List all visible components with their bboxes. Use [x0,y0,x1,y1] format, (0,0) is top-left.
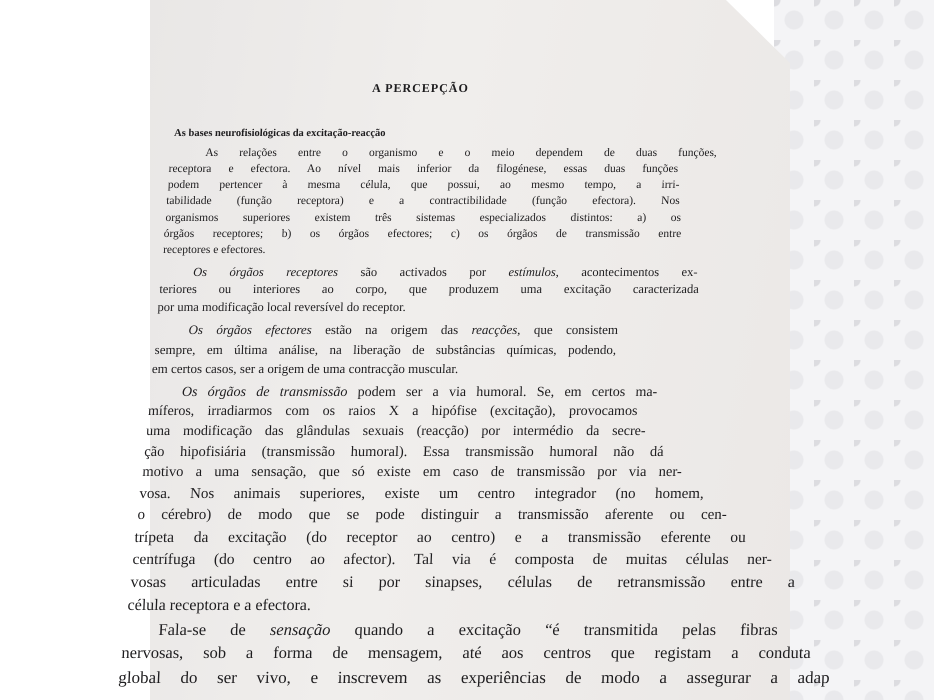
text-line: receptora e efectora. Ao nível mais inferior da filogénese, essas duas funções [168,163,679,175]
olx-watermark: OLX [8,606,94,692]
text-line: motivo a uma sensação, que só existe em caso de transmissão por via ner- [142,464,683,480]
text-line: uma modificação das glândulas sexuais (reacção) por intermédio da secre- [145,424,646,439]
text-line: vosa. Nos animais superiores, existe um centro integrador (no homem, [139,486,705,502]
page-title: A PERCEPÇÃO [371,81,470,95]
text-line: órgãos receptores; b) os órgãos efectores; c) os órgãos de transmissão entre [163,228,682,240]
text-line: o cérebro) de modo que se pode distinguir a transmissão aferente ou cen- [137,507,728,523]
text-line: global do ser vivo, e inscrevem as experiências de modo a assegurar a adap [118,668,831,687]
text-line: receptores e efectores. [162,244,266,256]
text-line: centrífuga (do centro ao afector). Tal via é composta de muitas células ner- [132,551,773,568]
text-line: As relações entre o organismo e o meio dependem de duas funções, [205,147,718,159]
text-line: Os órgãos efectores estão na origem das reacções, que consistem [188,322,619,337]
text-line: célula receptora e a efectora. [127,597,312,614]
text-line: míferos, irradiarmos com os raios X a hipófise (excitação), provocamos [147,404,638,419]
text-line: sempre, em última análise, na liberação de substâncias químicas, podendo, [154,342,617,357]
text-line: organismos superiores existem três sistemas especializados distintos: a) os [165,212,682,224]
text-line: podem pertencer à mesma célula, que possui, ao mesmo tempo, a irri- [167,179,680,191]
text-line: em certos casos, ser a origem de uma contracção muscular. [151,361,459,376]
text-line: por uma modificação local reversível do receptor. [157,300,407,314]
text-line: ção hipofisiária (transmissão humoral). Essa transmissão humoral não dá [143,444,664,460]
text-line: Fala-se de sensação quando a excitação “é transmitida pelas fibras [158,620,779,639]
text-line: Os órgãos de transmissão podem ser a via humoral. Se, em certos ma- [181,385,658,400]
section-subtitle: As bases neurofisiológicas da excitação-reacção [173,128,386,139]
text-line: nervosas, sob a forma de mensagem, até aos centros que registam a conduta [121,643,812,662]
text-line: tabilidade (função receptora) e a contractibilidade (função efectora). Nos [165,195,680,207]
text-line: trípeta da excitação (do receptor ao centro) e a transmissão eferente ou [134,529,747,546]
text-line: Os órgãos receptores são activados por estímulos, acontecimentos ex- [192,265,698,279]
text-line: vosas articuladas entre si por sinapses, células de retransmissão entre a [130,574,796,591]
text-line: teriores ou interiores ao corpo, que produzem uma excitação caracterizada [159,282,700,296]
